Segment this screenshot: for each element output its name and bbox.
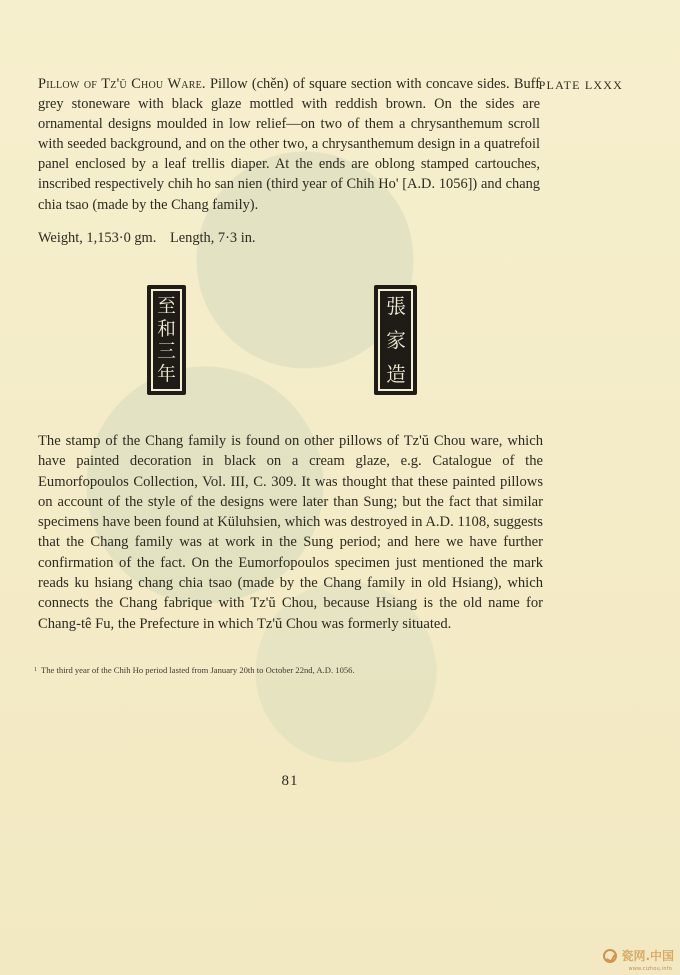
stamp-right-frame bbox=[378, 289, 413, 391]
stamp-right-char-3: 造 bbox=[385, 362, 406, 386]
stamp-left bbox=[147, 285, 186, 395]
footnote-text: The third year of the Chih Ho period lasted from January 20th to October 22nd, A.D. 1056. bbox=[41, 665, 355, 675]
footnote-marker: 1 bbox=[34, 667, 37, 673]
watermark-url: www.cizhou.info bbox=[628, 966, 672, 972]
length-text: Length, 7·3 in. bbox=[169, 230, 256, 246]
description-text: Pillow (chěn) of square section with concave sides. Buff grey stoneware with black glaze mottled with reddish brown. On the sides are ornamental designs moulded in low relief—on two of them a chrysanthemum scroll with seeded background, and on the other two, a chrysanthemum design in a quatrefoil panel enclosed by a leaf trellis diaper. At the ends are oblong stamped cartouches, inscribed respectively chih ho san nien (third year of Chih Ho' [A.D. 1056]) and chang chia tsao (made by the Chang family). bbox=[38, 76, 541, 213]
watermark bbox=[603, 947, 674, 964]
description-title: Pillow of Tz'ŭ Chou Ware. bbox=[38, 76, 206, 92]
measurements-line bbox=[38, 228, 256, 248]
stamp-left-frame bbox=[151, 289, 182, 391]
weight-text: Weight, 1,153·0 gm. bbox=[38, 230, 157, 246]
footnote bbox=[34, 664, 454, 676]
description-block bbox=[38, 74, 540, 215]
watermark-icon bbox=[603, 949, 617, 963]
stamp-left-char-3: 三 bbox=[157, 340, 176, 363]
body-paragraph: The stamp of the Chang family is found on other pillows of Tz'ŭ Chou ware, which have painted decoration in black on a cream glaze, e.g. Catalogue of the Eumorfopoulos Collection, Vol. III, C. 309. It was thought that these painted pillows on account of the style of the designs were later than Sung; but the fact that similar specimens have been found at Küluhsien, which was destroyed in A.D. 1108, suggests that the Chang family was at work in the Sung period; and here we have further confirmation of the fact. On the Eumorfopoulos specimen just mentioned the mark reads ku hsiang chang chia tsao (made by the Chang family in old Hsiang), which connects the Chang fabrique with Tz'ŭ Chou, because Hsiang is the old name for Chang-tê Fu, the Prefecture in which Tz'ŭ Chou was formerly situated. bbox=[38, 433, 543, 632]
watermark-brand: 瓷网.中国 bbox=[621, 949, 674, 963]
plate-label: PLATE LXXX bbox=[538, 78, 623, 92]
stamp-right bbox=[374, 285, 417, 395]
description-paragraph bbox=[38, 74, 540, 215]
stamp-left-char-2: 和 bbox=[157, 317, 176, 340]
stamp-left-char-4: 年 bbox=[157, 362, 176, 385]
stamp-left-char-1: 至 bbox=[157, 295, 176, 317]
stamp-right-char-2: 家 bbox=[385, 328, 406, 352]
stamp-right-char-1: 張 bbox=[385, 294, 406, 318]
page-number: 81 bbox=[281, 773, 299, 789]
main-body-text bbox=[38, 431, 543, 634]
